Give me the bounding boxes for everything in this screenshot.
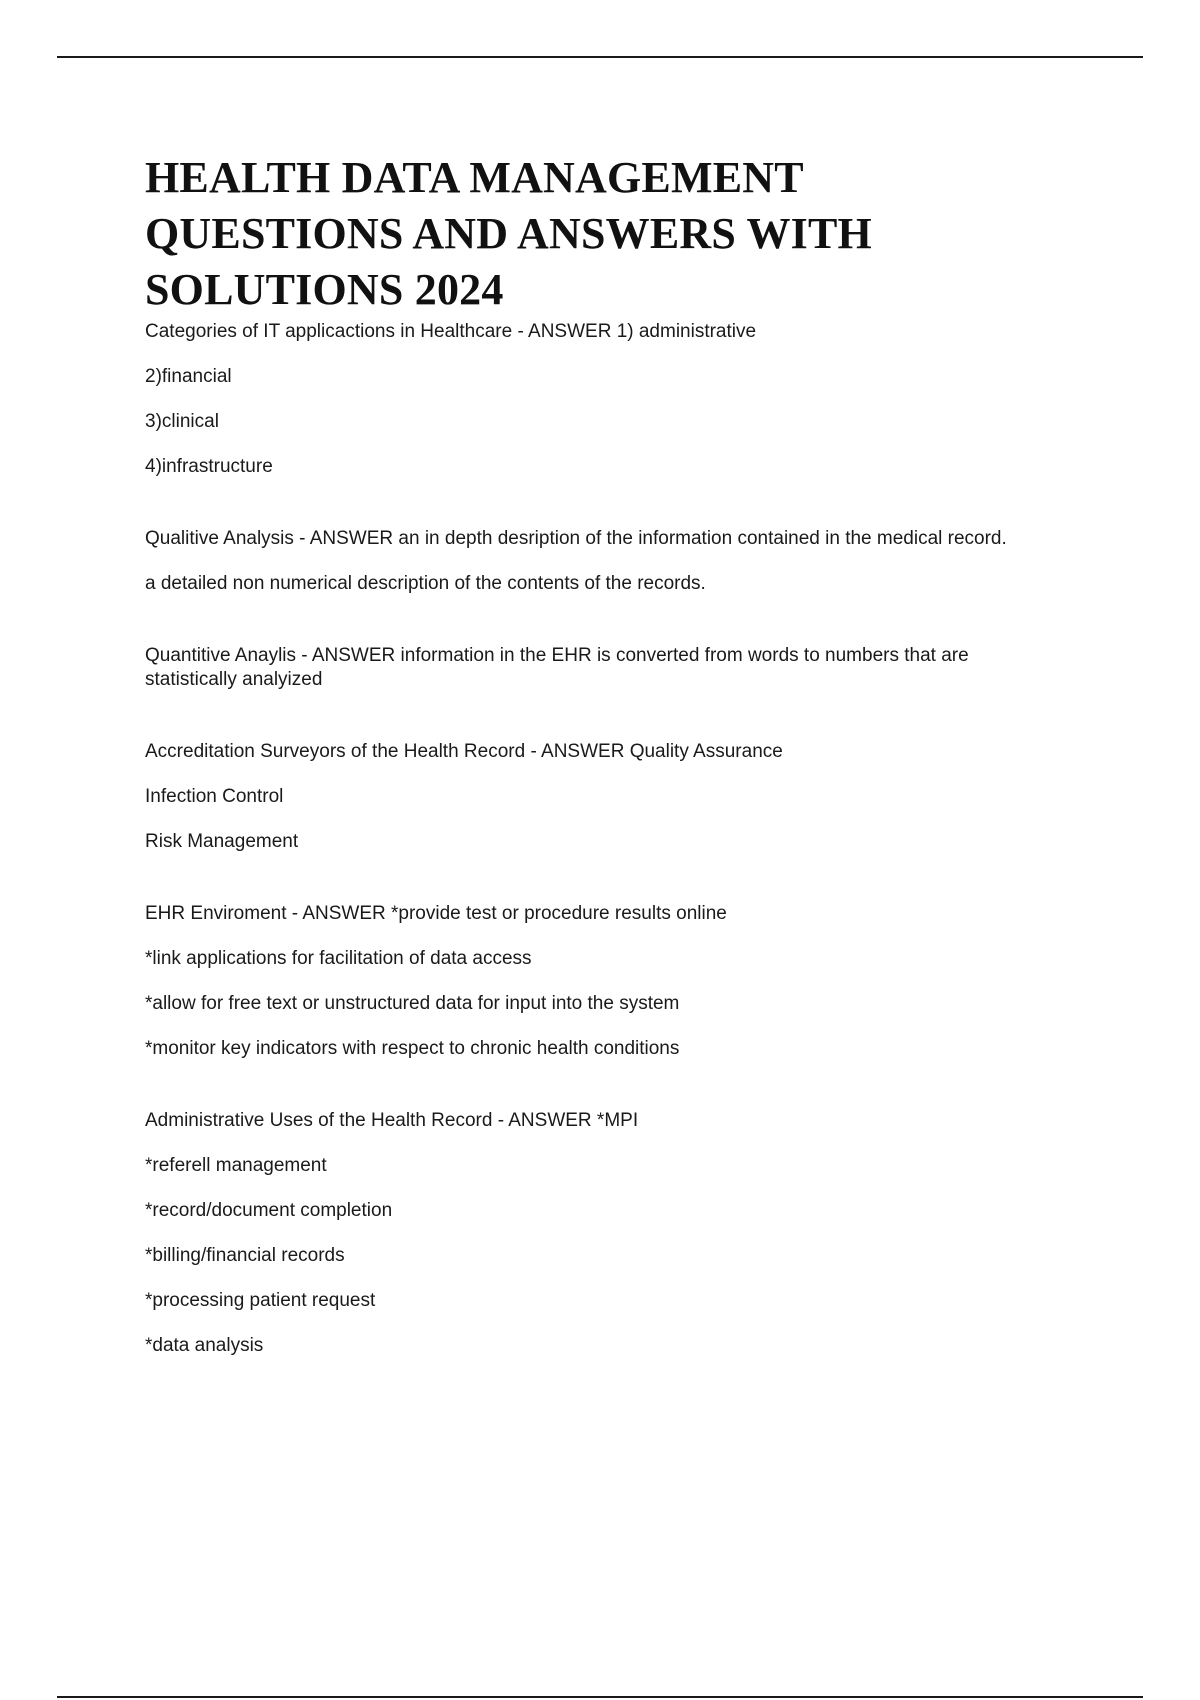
document-title bbox=[145, 150, 1105, 318]
qa-line: Accreditation Surveyors of the Health Record - ANSWER Quality Assurance bbox=[145, 741, 783, 762]
qa-line: Categories of IT applicactions in Healthcare - ANSWER 1) administrative bbox=[145, 321, 757, 342]
qa-line: *processing patient request bbox=[145, 1290, 376, 1311]
title-line: QUESTIONS AND ANSWERS WITH bbox=[145, 209, 872, 258]
header-rule bbox=[57, 56, 1143, 58]
qa-line: Administrative Uses of the Health Record - ANSWER *MPI bbox=[145, 1110, 639, 1131]
title-line: SOLUTIONS 2024 bbox=[145, 265, 504, 314]
qa-line: *billing/financial records bbox=[145, 1245, 345, 1266]
qa-item-qualitive-analysis bbox=[145, 527, 1105, 596]
qa-line: a detailed non numerical description of the contents of the records. bbox=[145, 573, 706, 594]
qa-line: *allow for free text or unstructured data for input into the system bbox=[145, 993, 680, 1014]
qa-line: Qualitive Analysis - ANSWER an in depth desription of the information contained in the medical record. bbox=[145, 528, 1007, 549]
footer-rule bbox=[57, 1696, 1143, 1698]
qa-item-ehr-environment bbox=[145, 902, 1105, 1061]
qa-line: *record/document completion bbox=[145, 1200, 393, 1221]
qa-line: *referell management bbox=[145, 1155, 327, 1176]
title-line: HEALTH DATA MANAGEMENT bbox=[145, 153, 804, 202]
qa-line: Quantitive Anaylis - ANSWER information in the EHR is converted from words to numbers that are statistically analyized bbox=[145, 645, 969, 690]
qa-line: *data analysis bbox=[145, 1335, 264, 1356]
qa-item-it-categories bbox=[145, 320, 1105, 479]
qa-item-accreditation-surveyors bbox=[145, 740, 1105, 854]
qa-item-administrative-uses bbox=[145, 1109, 1105, 1358]
document-body bbox=[145, 150, 1105, 1406]
qa-line: 3)clinical bbox=[145, 411, 219, 432]
qa-line: *monitor key indicators with respect to chronic health conditions bbox=[145, 1038, 680, 1059]
qa-item-quantitive-analysis bbox=[145, 644, 1105, 692]
qa-line: 4)infrastructure bbox=[145, 456, 273, 477]
qa-line: EHR Enviroment - ANSWER *provide test or procedure results online bbox=[145, 903, 727, 924]
qa-line: Infection Control bbox=[145, 786, 284, 807]
qa-line: 2)financial bbox=[145, 366, 232, 387]
qa-line: *link applications for facilitation of data access bbox=[145, 948, 532, 969]
qa-line: Risk Management bbox=[145, 831, 299, 852]
